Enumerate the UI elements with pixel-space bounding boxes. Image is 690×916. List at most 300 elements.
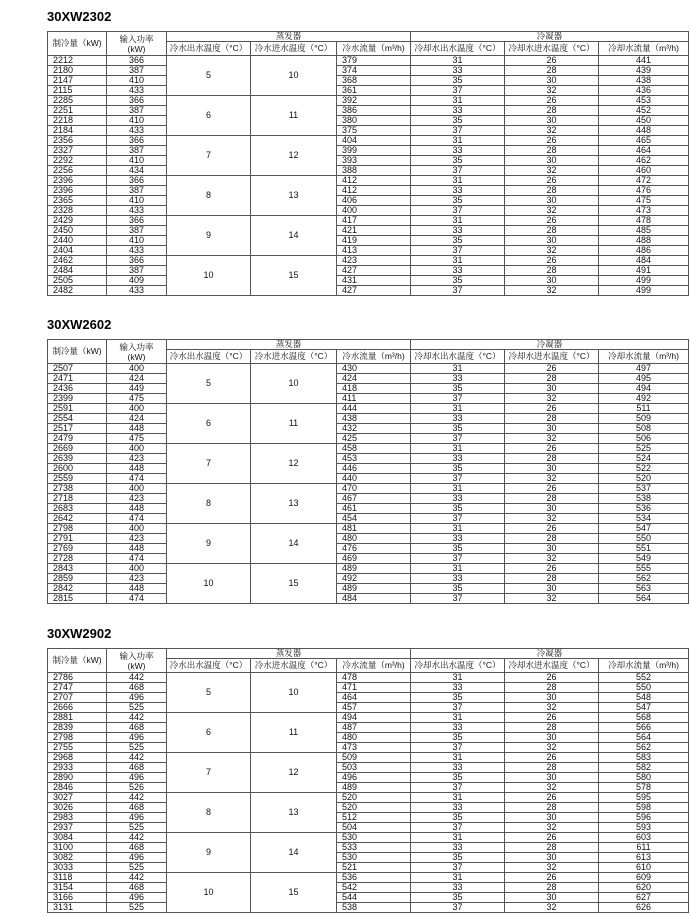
group-header-evaporator: 蒸发器	[167, 649, 411, 659]
cooling-water-flow-cell: 478	[599, 216, 689, 226]
cooling-water-inlet-temp-cell: 30	[505, 544, 599, 554]
cooling-water-outlet-temp-cell: 35	[411, 504, 505, 514]
input-power-cell: 423	[107, 454, 167, 464]
chilled-water-flow-cell: 458	[337, 444, 411, 454]
chilled-water-inlet-temp-cell: 10	[251, 364, 337, 404]
input-power-cell: 400	[107, 564, 167, 574]
cooling-water-outlet-temp-cell: 31	[411, 524, 505, 534]
input-power-cell: 410	[107, 116, 167, 126]
cooling-capacity-cell: 3026	[48, 803, 107, 813]
input-power-cell: 366	[107, 256, 167, 266]
cooling-water-outlet-temp-cell: 33	[411, 106, 505, 116]
cooling-water-flow-cell: 438	[599, 76, 689, 86]
input-power-cell: 475	[107, 394, 167, 404]
chilled-water-outlet-temp-cell: 9	[167, 524, 251, 564]
cooling-capacity-cell: 2639	[48, 454, 107, 464]
cooling-capacity-cell: 2881	[48, 713, 107, 723]
cooling-water-outlet-temp-cell: 31	[411, 873, 505, 883]
input-power-cell: 366	[107, 216, 167, 226]
cooling-water-inlet-temp-cell: 26	[505, 753, 599, 763]
cooling-water-flow-cell: 453	[599, 96, 689, 106]
cooling-water-inlet-temp-cell: 30	[505, 276, 599, 286]
cooling-capacity-cell: 2365	[48, 196, 107, 206]
input-power-cell: 410	[107, 76, 167, 86]
input-power-cell: 525	[107, 823, 167, 833]
cooling-water-outlet-temp-cell: 31	[411, 484, 505, 494]
chilled-water-inlet-temp-cell: 13	[251, 484, 337, 524]
input-power-cell: 442	[107, 673, 167, 683]
chilled-water-flow-cell: 484	[337, 594, 411, 604]
cooling-water-outlet-temp-cell: 37	[411, 903, 505, 913]
input-power-cell: 387	[107, 146, 167, 156]
chilled-water-outlet-temp-cell: 9	[167, 833, 251, 873]
cooling-water-flow-cell: 534	[599, 514, 689, 524]
cooling-water-flow-cell: 552	[599, 673, 689, 683]
input-power-cell: 366	[107, 96, 167, 106]
chilled-water-inlet-temp-cell: 15	[251, 873, 337, 913]
cooling-water-outlet-temp-cell: 37	[411, 286, 505, 296]
group-header-evaporator: 蒸发器	[167, 340, 411, 350]
cooling-capacity-cell: 2180	[48, 66, 107, 76]
input-power-cell: 496	[107, 693, 167, 703]
cooling-capacity-cell: 2815	[48, 594, 107, 604]
cooling-water-outlet-temp-cell: 33	[411, 843, 505, 853]
cooling-water-outlet-temp-cell: 31	[411, 256, 505, 266]
cooling-water-outlet-temp-cell: 35	[411, 276, 505, 286]
chilled-water-flow-cell: 471	[337, 683, 411, 693]
cooling-water-outlet-temp-cell: 35	[411, 76, 505, 86]
input-power-cell: 468	[107, 883, 167, 893]
cooling-water-outlet-temp-cell: 33	[411, 146, 505, 156]
group-header-condenser: 冷凝器	[411, 340, 689, 350]
col-header-cooling-capacity: 制冷量（kW)	[48, 32, 107, 56]
cooling-water-outlet-temp-cell: 37	[411, 434, 505, 444]
cooling-water-outlet-temp-cell: 37	[411, 514, 505, 524]
chilled-water-flow-cell: 467	[337, 494, 411, 504]
chilled-water-flow-cell: 392	[337, 96, 411, 106]
chilled-water-outlet-temp-cell: 7	[167, 136, 251, 176]
cooling-water-outlet-temp-cell: 35	[411, 773, 505, 783]
input-power-cell: 433	[107, 206, 167, 216]
cooling-capacity-cell: 2147	[48, 76, 107, 86]
cooling-capacity-cell: 2471	[48, 374, 107, 384]
cooling-water-outlet-temp-cell: 33	[411, 803, 505, 813]
chilled-water-flow-cell: 464	[337, 693, 411, 703]
cooling-water-inlet-temp-cell: 32	[505, 434, 599, 444]
cooling-water-outlet-temp-cell: 33	[411, 683, 505, 693]
cooling-water-flow-cell: 524	[599, 454, 689, 464]
cooling-water-flow-cell: 495	[599, 374, 689, 384]
chilled-water-flow-cell: 440	[337, 474, 411, 484]
col-header-cooling-capacity: 制冷量（kW)	[48, 649, 107, 673]
cooling-water-outlet-temp-cell: 37	[411, 86, 505, 96]
model-title: 30XW2302	[47, 9, 112, 24]
cooling-capacity-cell: 2933	[48, 763, 107, 773]
col-header-cooling-water-outlet-temp: 冷却水出水温度（°C）	[411, 659, 505, 673]
col-header-input-power-label: 输入功率	[119, 341, 154, 352]
chilled-water-flow-cell: 503	[337, 763, 411, 773]
cooling-water-inlet-temp-cell: 26	[505, 873, 599, 883]
chilled-water-flow-cell: 520	[337, 793, 411, 803]
cooling-water-outlet-temp-cell: 35	[411, 236, 505, 246]
cooling-water-outlet-temp-cell: 35	[411, 156, 505, 166]
input-power-cell: 434	[107, 166, 167, 176]
chilled-water-flow-cell: 430	[337, 364, 411, 374]
cooling-capacity-cell: 2728	[48, 554, 107, 564]
cooling-water-flow-cell: 450	[599, 116, 689, 126]
cooling-water-inlet-temp-cell: 26	[505, 484, 599, 494]
cooling-water-outlet-temp-cell: 35	[411, 733, 505, 743]
col-header-cooling-water-flow: 冷却水流量（m³/h)	[599, 42, 689, 56]
chilled-water-flow-cell: 492	[337, 574, 411, 584]
cooling-water-flow-cell: 566	[599, 723, 689, 733]
chilled-water-flow-cell: 413	[337, 246, 411, 256]
cooling-water-outlet-temp-cell: 31	[411, 96, 505, 106]
cooling-water-inlet-temp-cell: 28	[505, 494, 599, 504]
chilled-water-flow-cell: 494	[337, 713, 411, 723]
cooling-water-outlet-temp-cell: 35	[411, 116, 505, 126]
input-power-cell: 387	[107, 106, 167, 116]
cooling-capacity-cell: 2115	[48, 86, 107, 96]
input-power-cell: 433	[107, 286, 167, 296]
cooling-water-outlet-temp-cell: 31	[411, 136, 505, 146]
cooling-capacity-cell: 2755	[48, 743, 107, 753]
chilled-water-outlet-temp-cell: 10	[167, 256, 251, 296]
input-power-cell: 525	[107, 703, 167, 713]
input-power-cell: 400	[107, 444, 167, 454]
col-header-chilled-water-inlet-temp: 冷水进水温度（°C）	[251, 659, 337, 673]
cooling-water-flow-cell: 564	[599, 733, 689, 743]
cooling-water-flow-cell: 603	[599, 833, 689, 843]
cooling-water-flow-cell: 506	[599, 434, 689, 444]
cooling-water-flow-cell: 562	[599, 743, 689, 753]
cooling-water-flow-cell: 547	[599, 524, 689, 534]
cooling-water-flow-cell: 620	[599, 883, 689, 893]
cooling-water-inlet-temp-cell: 30	[505, 853, 599, 863]
cooling-water-outlet-temp-cell: 37	[411, 166, 505, 176]
cooling-water-flow-cell: 580	[599, 773, 689, 783]
chilled-water-flow-cell: 411	[337, 394, 411, 404]
input-power-cell: 448	[107, 544, 167, 554]
cooling-water-inlet-temp-cell: 30	[505, 76, 599, 86]
cooling-water-inlet-temp-cell: 26	[505, 56, 599, 66]
col-header-chilled-water-flow: 冷水流量（m³/h)	[337, 659, 411, 673]
cooling-capacity-cell: 2450	[48, 226, 107, 236]
cooling-capacity-cell: 3118	[48, 873, 107, 883]
performance-table	[47, 648, 689, 913]
chilled-water-flow-cell: 544	[337, 893, 411, 903]
cooling-water-inlet-temp-cell: 30	[505, 733, 599, 743]
cooling-water-flow-cell: 511	[599, 404, 689, 414]
cooling-water-inlet-temp-cell: 28	[505, 763, 599, 773]
input-power-cell: 468	[107, 723, 167, 733]
group-header-condenser: 冷凝器	[411, 32, 689, 42]
chilled-water-flow-cell: 521	[337, 863, 411, 873]
chilled-water-flow-cell: 487	[337, 723, 411, 733]
cooling-water-outlet-temp-cell: 37	[411, 206, 505, 216]
input-power-cell: 525	[107, 903, 167, 913]
cooling-capacity-cell: 2285	[48, 96, 107, 106]
cooling-capacity-cell: 2769	[48, 544, 107, 554]
cooling-water-flow-cell: 460	[599, 166, 689, 176]
cooling-capacity-cell: 2839	[48, 723, 107, 733]
col-header-chilled-water-outlet-temp: 冷水出水温度（°C）	[167, 350, 251, 364]
cooling-water-flow-cell: 595	[599, 793, 689, 803]
input-power-cell: 442	[107, 873, 167, 883]
chilled-water-flow-cell: 457	[337, 703, 411, 713]
chilled-water-inlet-temp-cell: 11	[251, 713, 337, 753]
chilled-water-flow-cell: 361	[337, 86, 411, 96]
cooling-water-inlet-temp-cell: 32	[505, 86, 599, 96]
cooling-water-flow-cell: 610	[599, 863, 689, 873]
chilled-water-outlet-temp-cell: 5	[167, 364, 251, 404]
cooling-capacity-cell: 2184	[48, 126, 107, 136]
cooling-water-flow-cell: 499	[599, 276, 689, 286]
cooling-capacity-cell: 2327	[48, 146, 107, 156]
cooling-capacity-cell: 2683	[48, 504, 107, 514]
cooling-capacity-cell: 3027	[48, 793, 107, 803]
col-header-input-power	[107, 340, 167, 364]
cooling-water-inlet-temp-cell: 32	[505, 743, 599, 753]
cooling-water-flow-cell: 452	[599, 106, 689, 116]
cooling-capacity-cell: 2218	[48, 116, 107, 126]
col-header-cooling-capacity: 制冷量（kW)	[48, 340, 107, 364]
performance-table	[47, 31, 689, 296]
chilled-water-flow-cell: 424	[337, 374, 411, 384]
cooling-water-inlet-temp-cell: 32	[505, 166, 599, 176]
cooling-capacity-cell: 2440	[48, 236, 107, 246]
cooling-water-inlet-temp-cell: 30	[505, 196, 599, 206]
input-power-cell: 400	[107, 524, 167, 534]
chilled-water-flow-cell: 438	[337, 414, 411, 424]
chilled-water-outlet-temp-cell: 10	[167, 564, 251, 604]
input-power-cell: 400	[107, 404, 167, 414]
cooling-water-inlet-temp-cell: 30	[505, 584, 599, 594]
cooling-water-outlet-temp-cell: 33	[411, 186, 505, 196]
cooling-capacity-cell: 2669	[48, 444, 107, 454]
cooling-water-flow-cell: 578	[599, 783, 689, 793]
cooling-water-inlet-temp-cell: 26	[505, 564, 599, 574]
cooling-water-flow-cell: 598	[599, 803, 689, 813]
cooling-water-flow-cell: 492	[599, 394, 689, 404]
input-power-cell: 468	[107, 763, 167, 773]
cooling-water-outlet-temp-cell: 37	[411, 783, 505, 793]
chilled-water-flow-cell: 538	[337, 903, 411, 913]
chilled-water-inlet-temp-cell: 14	[251, 216, 337, 256]
chilled-water-flow-cell: 480	[337, 733, 411, 743]
chilled-water-outlet-temp-cell: 5	[167, 56, 251, 96]
cooling-water-inlet-temp-cell: 26	[505, 713, 599, 723]
cooling-water-outlet-temp-cell: 31	[411, 833, 505, 843]
cooling-water-inlet-temp-cell: 32	[505, 594, 599, 604]
chilled-water-inlet-temp-cell: 13	[251, 793, 337, 833]
cooling-water-outlet-temp-cell: 35	[411, 584, 505, 594]
chilled-water-inlet-temp-cell: 12	[251, 753, 337, 793]
cooling-water-flow-cell: 551	[599, 544, 689, 554]
input-power-cell: 433	[107, 86, 167, 96]
cooling-water-inlet-temp-cell: 28	[505, 146, 599, 156]
cooling-water-inlet-temp-cell: 26	[505, 96, 599, 106]
input-power-cell: 400	[107, 364, 167, 374]
cooling-water-inlet-temp-cell: 28	[505, 186, 599, 196]
cooling-capacity-cell: 2462	[48, 256, 107, 266]
cooling-water-outlet-temp-cell: 37	[411, 743, 505, 753]
cooling-water-outlet-temp-cell: 35	[411, 693, 505, 703]
cooling-capacity-cell: 2554	[48, 414, 107, 424]
input-power-cell: 442	[107, 833, 167, 843]
performance-table	[47, 339, 689, 604]
cooling-water-inlet-temp-cell: 32	[505, 206, 599, 216]
chilled-water-flow-cell: 530	[337, 853, 411, 863]
cooling-capacity-cell: 2718	[48, 494, 107, 504]
chilled-water-flow-cell: 421	[337, 226, 411, 236]
cooling-water-outlet-temp-cell: 35	[411, 424, 505, 434]
input-power-cell: 448	[107, 504, 167, 514]
input-power-cell: 474	[107, 554, 167, 564]
cooling-capacity-cell: 2600	[48, 464, 107, 474]
col-header-cooling-water-flow: 冷却水流量（m³/h)	[599, 350, 689, 364]
cooling-water-flow-cell: 626	[599, 903, 689, 913]
chilled-water-outlet-temp-cell: 9	[167, 216, 251, 256]
chilled-water-outlet-temp-cell: 8	[167, 793, 251, 833]
input-power-cell: 366	[107, 136, 167, 146]
cooling-water-inlet-temp-cell: 30	[505, 893, 599, 903]
cooling-capacity-cell: 2256	[48, 166, 107, 176]
chilled-water-flow-cell: 386	[337, 106, 411, 116]
input-power-cell: 387	[107, 186, 167, 196]
cooling-water-outlet-temp-cell: 37	[411, 394, 505, 404]
col-header-chilled-water-flow: 冷水流量（m³/h)	[337, 350, 411, 364]
cooling-water-flow-cell: 488	[599, 236, 689, 246]
col-header-chilled-water-outlet-temp: 冷水出水温度（°C）	[167, 42, 251, 56]
cooling-water-inlet-temp-cell: 32	[505, 286, 599, 296]
cooling-water-flow-cell: 582	[599, 763, 689, 773]
cooling-water-outlet-temp-cell: 33	[411, 494, 505, 504]
cooling-water-outlet-temp-cell: 31	[411, 216, 505, 226]
cooling-water-flow-cell: 627	[599, 893, 689, 903]
chilled-water-flow-cell: 432	[337, 424, 411, 434]
input-power-cell: 410	[107, 236, 167, 246]
cooling-water-inlet-temp-cell: 26	[505, 524, 599, 534]
cooling-water-flow-cell: 441	[599, 56, 689, 66]
cooling-capacity-cell: 3033	[48, 863, 107, 873]
chilled-water-outlet-temp-cell: 8	[167, 176, 251, 216]
cooling-water-flow-cell: 509	[599, 414, 689, 424]
cooling-water-flow-cell: 547	[599, 703, 689, 713]
chilled-water-outlet-temp-cell: 6	[167, 404, 251, 444]
input-power-cell: 424	[107, 374, 167, 384]
cooling-water-flow-cell: 611	[599, 843, 689, 853]
chilled-water-flow-cell: 412	[337, 176, 411, 186]
input-power-cell: 448	[107, 424, 167, 434]
cooling-water-outlet-temp-cell: 37	[411, 554, 505, 564]
cooling-capacity-cell: 2396	[48, 176, 107, 186]
cooling-water-flow-cell: 549	[599, 554, 689, 564]
input-power-cell: 474	[107, 514, 167, 524]
cooling-water-outlet-temp-cell: 31	[411, 753, 505, 763]
cooling-capacity-cell: 2396	[48, 186, 107, 196]
cooling-water-inlet-temp-cell: 28	[505, 803, 599, 813]
cooling-capacity-cell: 3082	[48, 853, 107, 863]
cooling-water-outlet-temp-cell: 31	[411, 404, 505, 414]
cooling-water-inlet-temp-cell: 28	[505, 683, 599, 693]
col-header-input-power-label: 输入功率	[119, 33, 154, 44]
col-header-cooling-water-outlet-temp: 冷却水出水温度（°C）	[411, 42, 505, 56]
col-header-cooling-water-flow: 冷却水流量（m³/h)	[599, 659, 689, 673]
cooling-capacity-cell: 2429	[48, 216, 107, 226]
cooling-water-inlet-temp-cell: 28	[505, 106, 599, 116]
cooling-water-inlet-temp-cell: 30	[505, 813, 599, 823]
cooling-water-flow-cell: 508	[599, 424, 689, 434]
chilled-water-flow-cell: 520	[337, 803, 411, 813]
cooling-water-inlet-temp-cell: 28	[505, 226, 599, 236]
chilled-water-outlet-temp-cell: 8	[167, 484, 251, 524]
chilled-water-inlet-temp-cell: 11	[251, 96, 337, 136]
input-power-cell: 468	[107, 803, 167, 813]
chilled-water-flow-cell: 423	[337, 256, 411, 266]
cooling-water-inlet-temp-cell: 26	[505, 793, 599, 803]
cooling-water-flow-cell: 472	[599, 176, 689, 186]
chilled-water-flow-cell: 379	[337, 56, 411, 66]
chilled-water-inlet-temp-cell: 10	[251, 56, 337, 96]
chilled-water-flow-cell: 388	[337, 166, 411, 176]
cooling-capacity-cell: 2791	[48, 534, 107, 544]
cooling-water-outlet-temp-cell: 31	[411, 176, 505, 186]
cooling-capacity-cell: 2666	[48, 703, 107, 713]
cooling-water-flow-cell: 583	[599, 753, 689, 763]
cooling-water-flow-cell: 596	[599, 813, 689, 823]
chilled-water-flow-cell: 533	[337, 843, 411, 853]
cooling-water-flow-cell: 536	[599, 504, 689, 514]
cooling-capacity-cell: 3166	[48, 893, 107, 903]
cooling-water-flow-cell: 520	[599, 474, 689, 484]
chilled-water-flow-cell: 469	[337, 554, 411, 564]
chilled-water-flow-cell: 425	[337, 434, 411, 444]
chilled-water-inlet-temp-cell: 14	[251, 524, 337, 564]
cooling-capacity-cell: 2356	[48, 136, 107, 146]
cooling-water-outlet-temp-cell: 35	[411, 196, 505, 206]
cooling-water-flow-cell: 464	[599, 146, 689, 156]
cooling-water-flow-cell: 499	[599, 286, 689, 296]
chilled-water-flow-cell: 380	[337, 116, 411, 126]
cooling-water-flow-cell: 537	[599, 484, 689, 494]
chilled-water-flow-cell: 478	[337, 673, 411, 683]
chilled-water-flow-cell: 473	[337, 743, 411, 753]
input-power-cell: 366	[107, 176, 167, 186]
cooling-water-inlet-temp-cell: 30	[505, 384, 599, 394]
chilled-water-flow-cell: 536	[337, 873, 411, 883]
input-power-cell: 387	[107, 266, 167, 276]
chilled-water-flow-cell: 406	[337, 196, 411, 206]
cooling-water-flow-cell: 462	[599, 156, 689, 166]
cooling-water-outlet-temp-cell: 31	[411, 564, 505, 574]
cooling-water-flow-cell: 613	[599, 853, 689, 863]
chilled-water-flow-cell: 480	[337, 534, 411, 544]
cooling-capacity-cell: 2479	[48, 434, 107, 444]
cooling-capacity-cell: 2859	[48, 574, 107, 584]
chilled-water-flow-cell: 530	[337, 833, 411, 843]
col-header-chilled-water-inlet-temp: 冷水进水温度（°C）	[251, 350, 337, 364]
cooling-capacity-cell: 2505	[48, 276, 107, 286]
cooling-water-inlet-temp-cell: 30	[505, 464, 599, 474]
cooling-water-flow-cell: 538	[599, 494, 689, 504]
cooling-water-outlet-temp-cell: 31	[411, 793, 505, 803]
cooling-capacity-cell: 2507	[48, 364, 107, 374]
cooling-capacity-cell: 2937	[48, 823, 107, 833]
col-header-input-power-unit: (kW)	[127, 43, 146, 54]
cooling-water-outlet-temp-cell: 33	[411, 66, 505, 76]
chilled-water-flow-cell: 419	[337, 236, 411, 246]
